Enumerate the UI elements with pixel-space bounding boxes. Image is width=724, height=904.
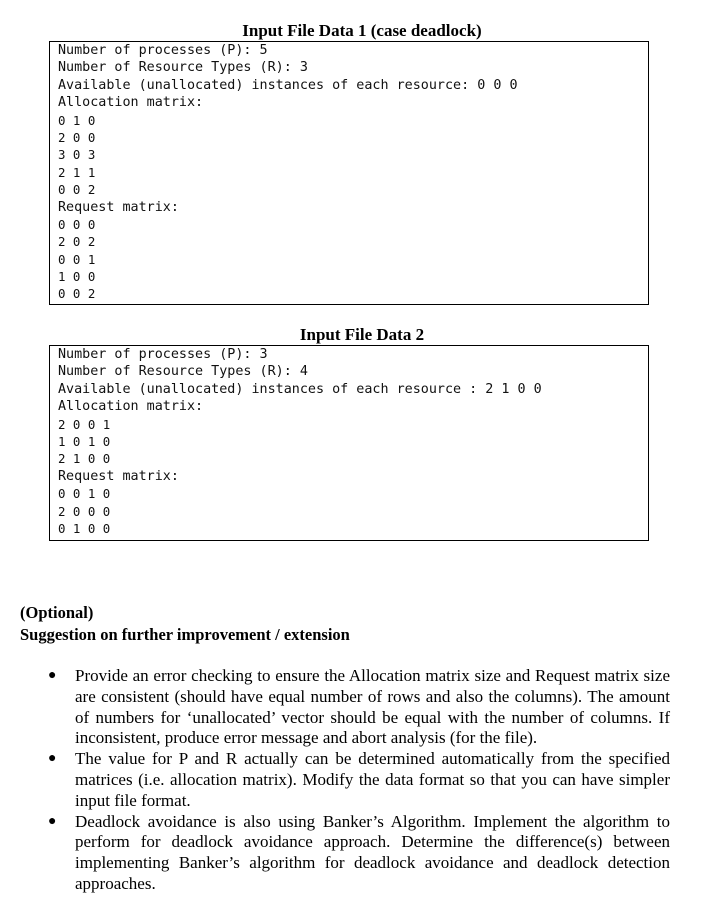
- request-row: 1 0 0: [58, 269, 96, 285]
- allocation-row: 2 1 0 0: [58, 451, 111, 467]
- allocation-matrix-label: Allocation matrix:: [58, 399, 204, 415]
- list-item-text: Deadlock avoidance is also using Banker’s Algorithm. Implement the algorithm to perform for deadlock avoidance approach. Determine the difference(s) between implementing Banker’s algorithm for deadlock avoidance and deadlock detection approaches.: [75, 811, 670, 893]
- available-line: Available (unallocated) instances of each resource: 0 0 0: [58, 77, 518, 93]
- suggestion-list: [20, 666, 670, 895]
- optional-heading: (Optional): [20, 603, 94, 622]
- request-row: 2 0 2: [58, 234, 96, 250]
- allocation-row: 0 0 2: [58, 182, 96, 198]
- list-item-text: The value for P and R actually can be determined automatically from the specified matrices (i.e. allocation matrix). Modify the data format so that you can have simpler input file format.: [75, 749, 670, 810]
- bullet-icon: ●: [48, 813, 57, 829]
- list-item: [20, 749, 670, 811]
- request-row: 0 0 1 0: [58, 486, 111, 502]
- allocation-row: 2 1 1: [58, 164, 96, 180]
- allocation-row: 0 1 0: [58, 112, 96, 128]
- allocation-matrix-label: Allocation matrix:: [58, 95, 204, 111]
- allocation-row: 2 0 0 1: [58, 416, 111, 432]
- request-row: 2 0 0 0: [58, 503, 111, 519]
- bullet-icon: ●: [48, 668, 57, 683]
- input-file-data-1-title: Input File Data 1 (case deadlock): [242, 21, 482, 40]
- list-item: [20, 666, 670, 749]
- bullet-icon: ●: [48, 751, 57, 767]
- allocation-row: 1 0 1 0: [58, 433, 111, 449]
- optional-subheading: Suggestion on further improvement / extension: [20, 625, 350, 644]
- allocation-row: 3 0 3: [58, 147, 96, 163]
- request-row: 0 0 1: [58, 251, 96, 267]
- request-row: 0 1 0 0: [58, 520, 111, 536]
- processes-line: Number of processes (P): 3: [58, 347, 268, 362]
- input-file-data-1-box: [49, 41, 649, 305]
- input-file-data-2-title: Input File Data 2: [299, 325, 425, 344]
- list-item-text: Provide an error checking to ensure the Allocation matrix size and Request matrix size are consistent (should have equal number of rows and also the columns). The amount of numbers for ‘unallocated’ vector should be equal with the number of columns. If inconsistent, produce error message and abort analysis (for the file).: [75, 666, 670, 748]
- resource-types-line: Number of Resource Types (R): 4: [58, 364, 308, 380]
- processes-line: Number of processes (P): 5: [58, 43, 268, 58]
- request-matrix-label: Request matrix:: [58, 199, 179, 215]
- request-row: 0 0 0: [58, 216, 96, 232]
- allocation-row: 2 0 0: [58, 129, 96, 145]
- available-line: Available (unallocated) instances of each resource : 2 1 0 0: [58, 381, 542, 397]
- list-item: [20, 812, 670, 895]
- request-matrix-label: Request matrix:: [58, 468, 179, 484]
- resource-types-line: Number of Resource Types (R): 3: [58, 60, 308, 76]
- request-row: 0 0 2: [58, 286, 96, 302]
- input-file-data-2-box: [49, 345, 649, 541]
